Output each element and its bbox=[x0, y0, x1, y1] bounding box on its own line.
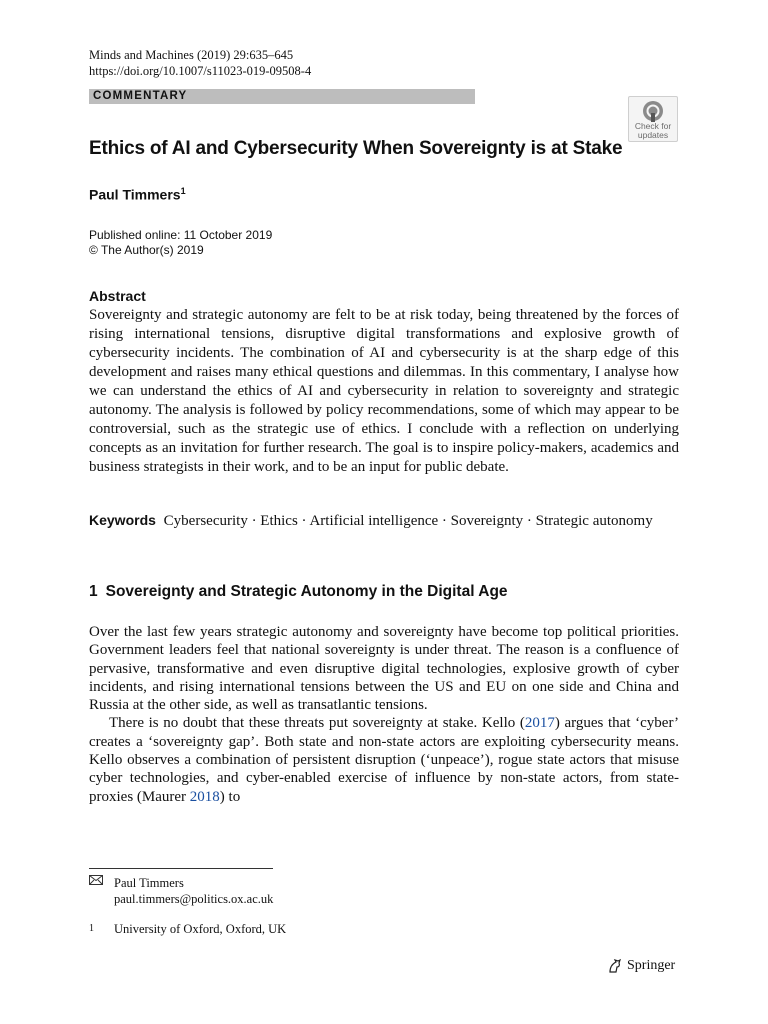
affiliation-footnote bbox=[89, 921, 286, 937]
abstract-heading: Abstract bbox=[89, 288, 146, 304]
footnotes bbox=[89, 875, 286, 937]
affiliation-mark: 1 bbox=[89, 923, 94, 934]
publisher-logo bbox=[607, 958, 675, 974]
envelope-icon bbox=[89, 875, 114, 907]
doi-link[interactable]: https://doi.org/10.1007/s11023-019-09508-4 bbox=[89, 64, 312, 78]
journal-citation: Minds and Machines (2019) 29:635–645 bbox=[89, 48, 294, 62]
article-type-banner: COMMENTARY bbox=[89, 89, 475, 104]
keywords bbox=[89, 511, 679, 531]
keywords-list: Cybersecurity · Ethics · Artificial intelligence · Sovereignty · Strategic autonomy bbox=[163, 513, 653, 529]
check-for-updates-badge[interactable] bbox=[628, 96, 678, 142]
crossmark-icon bbox=[642, 100, 664, 122]
abstract-text: Sovereignty and strategic autonomy are felt to be at risk today, being threatened by the forces of rising international tensions, disruptive digital transformations and explosive growth of cybersecurity incidents. The combination of AI and cybersecurity is at the sharp edge of this development and raises many ethical questions and dilemmas. In this commentary, I analyse how we can understand the ethics of AI and cybersecurity in relation to sovereignty and strategic autonomy. The analysis is followed by policy recommendations, some of which may appear to be controversial, such as the strategic use of ethics. I conclude with a reflection on underlying concepts as an invitation for further research. The goal is to inspire policy-makers, academics and business strategists in their work, and to be an input for public debate. bbox=[89, 307, 679, 475]
body-text bbox=[89, 623, 679, 806]
paragraph-2 bbox=[89, 714, 679, 805]
springer-horse-icon bbox=[607, 958, 623, 974]
published-date: Published online: 11 October 2019 bbox=[89, 228, 273, 242]
citation-link-kello[interactable]: 2017 bbox=[524, 715, 555, 732]
paragraph-1: Over the last few years strategic autonomy and sovereignty have become top political priorities. Government leaders feel that national sovereignty is under threat. The reason is a confluence of pervasive, transformative and even disruptive digital technologies, explosive growth of cyber incidents, and rising international tensions between the US and EU on one side and China and Russia at the other side, as well as transatlantic tensions. bbox=[89, 624, 679, 714]
section-title: Sovereignty and Strategic Autonomy in the Digital Age bbox=[105, 583, 508, 600]
check-updates-line1: Check for bbox=[634, 121, 672, 131]
contact-email[interactable]: paul.timmers@politics.ox.ac.uk bbox=[114, 892, 274, 906]
keywords-label: Keywords bbox=[89, 512, 156, 528]
citation-link-maurer[interactable]: 2018 bbox=[189, 788, 220, 805]
publisher-name: Springer bbox=[627, 958, 676, 973]
author-line bbox=[89, 186, 186, 203]
section-number: 1 bbox=[89, 583, 98, 600]
author-name[interactable]: Paul Timmers bbox=[89, 186, 181, 203]
paragraph-2-part-b: ) argues that ‘cyber’ creates a ‘sovereignty gap’. Both state and non-state actors are exploiting cybersecurity means. Kello observes a combination of persistent disruption (‘unpeace’), rogue state actors that misuse cyber technologies, and cyber-enabled exercise of influence by non-state actors, from state-proxies (Maurer bbox=[89, 715, 679, 805]
footnote-divider bbox=[89, 868, 273, 869]
section-heading bbox=[89, 583, 508, 601]
check-updates-line2: updates bbox=[637, 130, 669, 140]
copyright: © The Author(s) 2019 bbox=[89, 243, 204, 257]
author-affiliation-mark: 1 bbox=[180, 186, 186, 196]
article-title: Ethics of AI and Cybersecurity When Sovereignty is at Stake bbox=[89, 138, 623, 159]
paragraph-2-part-c: ) to bbox=[219, 788, 241, 805]
journal-header bbox=[89, 47, 311, 79]
publication-info bbox=[89, 228, 272, 258]
paragraph-2-part-a: There is no doubt that these threats put sovereignty at stake. Kello ( bbox=[109, 715, 525, 732]
affiliation-text: University of Oxford, Oxford, UK bbox=[114, 922, 287, 936]
contact-name: Paul Timmers bbox=[114, 876, 184, 890]
contact-footnote bbox=[89, 875, 286, 907]
